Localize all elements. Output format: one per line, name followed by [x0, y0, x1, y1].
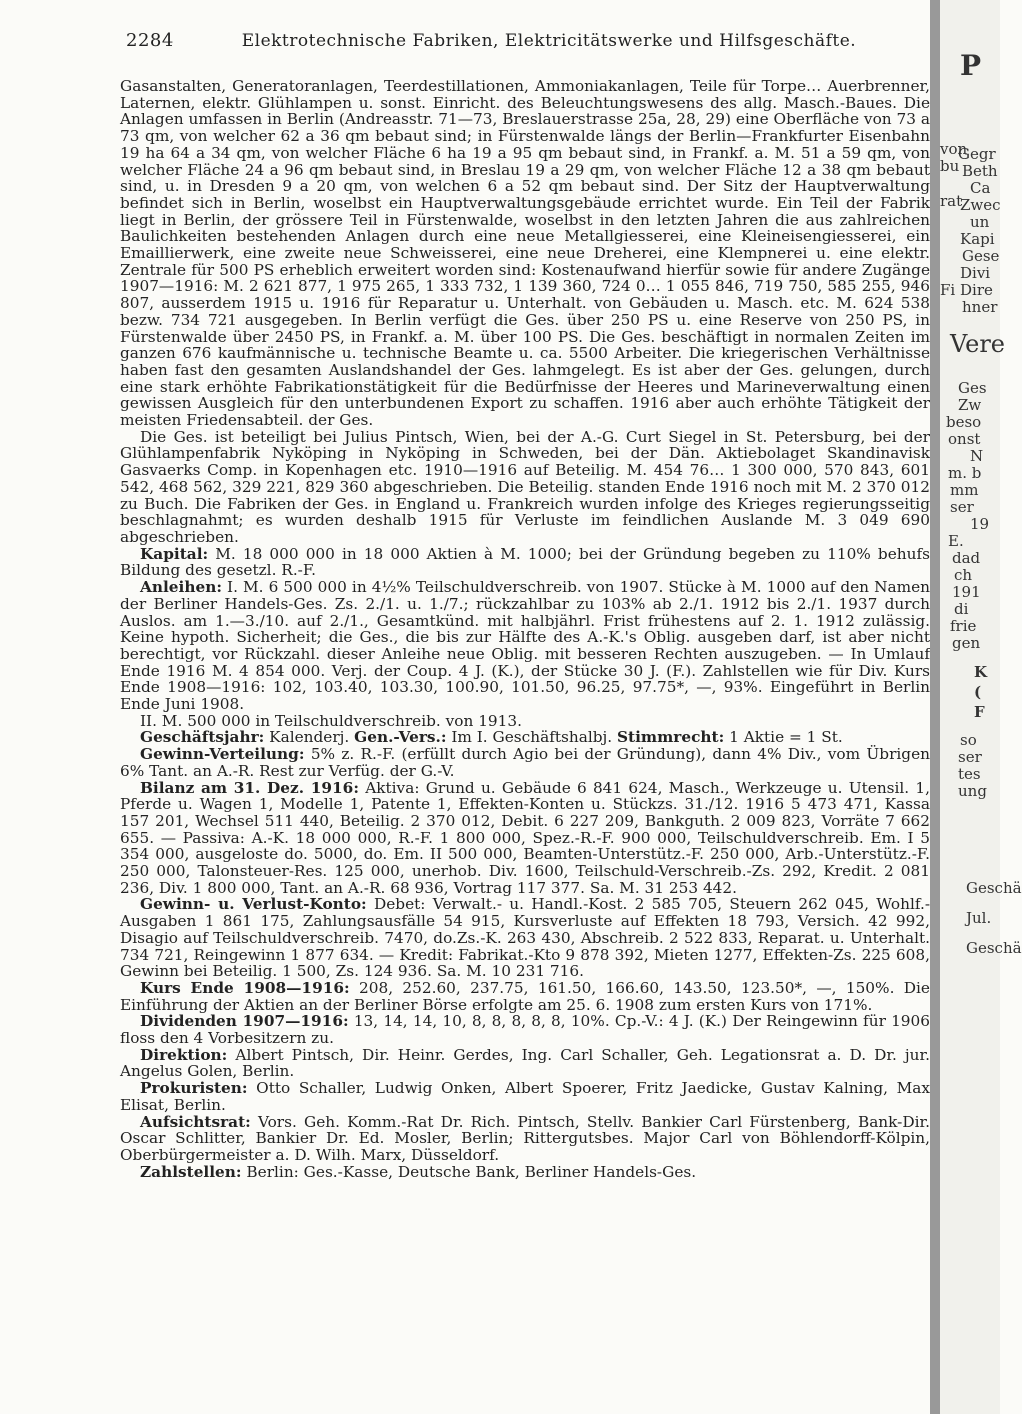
text-zahlstellen: Berlin: Ges.-Kasse, Deutsche Bank, Berliner Handels-Ges.: [246, 1162, 697, 1181]
facing-fragment: ung: [958, 782, 987, 800]
entry-zahlstellen: [120, 1164, 930, 1181]
facing-fragment: Gese: [962, 247, 1000, 265]
label-kapital: Kapital:: [140, 544, 209, 563]
facing-fragment: Geschä: [966, 879, 1022, 897]
entry-guv: [120, 896, 930, 980]
facing-fragment: N: [970, 447, 984, 465]
entry-anleihen: [120, 579, 930, 713]
paragraph-participations: Die Ges. ist beteiligt bei Julius Pintsch, Wien, bei der A.-G. Curt Siegel in St. Petersburg, bei der Glühlampenfabrik Nyköping in Nyköping in Schweden, bei der Dän. Aktiebolaget Skandinavisk Gasvaerks Comp. in Kopenhagen etc. 1910—1916 auf Beteilig. M. 454 76… 1 300 000, 570 843, 601 542, 468 562, 329 221, 829 360 abgeschrieben. Die Beteilig. standen Ende 1916 noch mit M. 2 370 012 zu Buch. Die Fabriken der Ges. in England u. Frankreich wurden infolge des Krieges regierungsseitig beschlagnahmt; es wurden deshalb 1915 für Verluste im feindlichen Auslande M. 3 049 690 abgeschrieben.: [120, 427, 930, 546]
entry-gewinn-verteilung: [120, 746, 930, 779]
facing-fragment: Divi: [960, 264, 991, 282]
facing-fragment: bu: [940, 157, 960, 175]
text-genvers: Im I. Geschäftshalbj.: [451, 728, 613, 747]
facing-fragment: 19: [970, 515, 990, 533]
facing-fragment: hner: [962, 298, 998, 316]
text-stimmrecht: 1 Aktie = 1 St.: [729, 728, 843, 747]
text-aufsichtsrat: Vors. Geh. Komm.-Rat Dr. Rich. Pintsch, Stellv. Bankier Carl Fürstenberg, Bank-Dir. Oscar Schlitter, Bankier Dr. Ed. Mosler, Berlin; Rittergutsbes. Major Carl von Böhlendorff-Kölpin, Oberbürgermeister a. D. Wilh. Marx, Düsseldorf.: [120, 1112, 930, 1164]
text-kapital: M. 18 000 000 in 18 000 Aktien à M. 1000; bei der Gründung begeben zu 110% behufs Bildung des gesetzl. R.-F.: [120, 544, 930, 580]
facing-fragment: ser: [950, 498, 974, 516]
facing-fragment: von: [940, 140, 968, 158]
facing-fragment: Beth: [962, 162, 998, 180]
facing-fragment: mm: [950, 481, 979, 499]
entry-geschaeftsjahr: [120, 729, 930, 746]
entry-direktion: [120, 1047, 930, 1080]
facing-fragment: di: [954, 600, 969, 618]
label-gewinn-verteilung: Gewinn-Verteilung:: [140, 745, 305, 764]
entry-aufsichtsrat: [120, 1114, 930, 1164]
facing-fragment: Fi: [940, 281, 956, 299]
entry-kurs: [120, 980, 930, 1013]
facing-fragment: dad: [952, 549, 981, 567]
text-dividenden: 13, 14, 14, 10, 8, 8, 8, 8, 8, 10%. Cp.-V.: 4 J. (K.) Der Reingewinn für 1906 floss den 4 Vorbesitzern zu.: [120, 1012, 930, 1048]
facing-fragment: E.: [948, 532, 964, 550]
facing-fragment: Zw: [958, 396, 982, 414]
label-stimmrecht: Stimmrecht:: [617, 728, 725, 747]
label-genvers: Gen.-Vers.:: [354, 728, 447, 747]
text-guv: Debet: Verwalt.- u. Handl.-Kost. 2 585 705, Steuern 262 045, Wohlf.-Ausgaben 1 861 175, Zahlungsausfälle 54 915, Kursverluste auf Effekten 18 793, Versich. 42 992, Disagio auf Teilschuldverschreib. 7470, do.Zs.-K. 263 430, Abschreib. 2 522 833, Reparat. u. Unterhalt. 734 721, Reingewinn 1 877 634. — Kredit: Fabrikat.-Kto 9 878 392, Mieten 1277, Effekten-Zs. 225 608, Gewinn bei Beteilig. 1 500, Zs. 124 936. Sa. M. 10 231 716.: [120, 895, 930, 981]
label-dividenden: Dividenden 1907—1916:: [140, 1012, 349, 1031]
label-guv: Gewinn- u. Verlust-Konto:: [140, 895, 367, 914]
text-kurs: 208, 252.60, 237.75, 161.50, 166.60, 143.50, 123.50*, —, 150%. Die Einführung der Aktien an der Berliner Börse erfolgte am 25. 6. 1908 zum ersten Kurs von 171%.: [120, 978, 930, 1014]
facing-fragment: rat: [940, 192, 963, 210]
running-header: [126, 30, 946, 51]
facing-fragment: Jul.: [966, 909, 992, 927]
facing-fragment: onst: [948, 430, 981, 448]
facing-fragment: P: [960, 49, 982, 82]
page-number: 2284: [126, 30, 174, 51]
book-spine-shadow: [930, 0, 940, 1414]
facing-fragment: 191: [952, 583, 981, 601]
facing-fragment: ser: [958, 748, 982, 766]
text-direktion: Albert Pintsch, Dir. Heinr. Gerdes, Ing. Carl Schaller, Geh. Legationsrat a. D. Dr. jur. Angelus Golen, Berlin.: [120, 1045, 930, 1081]
entry-anleihen-ii: II. M. 500 000 in Teilschuldverschreib. von 1913.: [140, 711, 522, 730]
entry-dividenden: [120, 1013, 930, 1046]
label-anleihen: Anleihen:: [140, 578, 222, 597]
facing-fragment: ch: [954, 566, 973, 584]
label-bilanz: Bilanz am 31. Dez. 1916:: [140, 778, 359, 797]
facing-fragment: m. b: [948, 464, 982, 482]
facing-fragment: beso: [946, 413, 982, 431]
facing-fragment: F: [974, 703, 985, 721]
facing-fragment: (: [974, 683, 982, 701]
facing-fragment: gen: [952, 634, 981, 652]
label-kurs: Kurs Ende 1908—1916:: [140, 978, 350, 997]
text-bilanz: Aktiva: Grund u. Gebäude 6 841 624, Masch., Werkzeuge u. Utensil. 1, Pferde u. Wagen 1, Modelle 1, Patente 1, Effekten-Konten u. Stückzs. 31./12. 1916 5 473 471, Kassa 157 201, Wechsel 511 440, Beteilig. 2 370 012, Debit. 6 227 209, Bankguth. 2 009 823, Vorräte 7 662 655. — Passiva: A.-K. 18 000 000, R.-F. 1 800 000, Spez.-R.-F. 900 000, Teilschuldverschreib. Em. I 5 354 000, ausgeloste do. 5000, do. Em. II 500 000, Beamten-Unterstütz.-F. 250 000, Arb.-Unterstütz.-F. 250 000, Talonsteuer-Res. 125 000, unerhob. Div. 1600, Teilschuld-Verschreib.-Zs. 292, Kredit. 2 081 236, Div. 1 800 000, Tant. an A.-R. 68 936, Vortrag 117 377. Sa. M. 31 253 442.: [120, 778, 930, 897]
facing-fragment: Ca: [970, 179, 991, 197]
entry-kapital: [120, 546, 930, 579]
entry-bilanz: [120, 780, 930, 897]
facing-fragment: Zwec: [960, 196, 1001, 214]
facing-fragment: Ges: [958, 379, 987, 397]
label-zahlstellen: Zahlstellen:: [140, 1162, 242, 1181]
facing-fragment: frie: [950, 617, 977, 635]
facing-fragment: Vere: [950, 330, 1006, 358]
entry-prokuristen: [120, 1080, 930, 1113]
facing-fragment: Kapi: [960, 230, 995, 248]
facing-page-edge: [940, 0, 1022, 1414]
text-gewinn-verteilung: 5% z. R.-F. (erfüllt durch Agio bei der Gründung), dann 4% Div., vom Übrigen 6% Tant. an A.-R. Rest zur Verfüg. der G.-V.: [120, 745, 930, 780]
text-geschaeftsjahr: Kalenderj.: [269, 728, 350, 747]
label-geschaeftsjahr: Geschäftsjahr:: [140, 728, 265, 747]
facing-fragment: so: [960, 731, 977, 749]
facing-fragment: un: [970, 213, 990, 231]
main-column: [120, 78, 930, 1180]
facing-fragment: K: [974, 663, 988, 681]
paragraph-products: Gasanstalten, Generatoranlagen, Teerdestillationen, Ammoniakanlagen, Teile für Torpe… Auerbrenner, Laternen, elektr. Glühlampen u. sonst. Einricht. des Beleuchtungswesens des allg. Masch.-Baues. Die Anlagen umfassen in Berlin (Andreasstr. 71—73, Breslauerstrasse 25a, 28, 29) eine Oberfläche von 73 a 73 qm, von welcher 62 a 36 qm bebaut sind; in Fürstenwalde längs der Berlin—Frankfurter Eisenbahn 19 ha 64 a 34 qm, von welcher Fläche 6 ha 19 a 95 qm bebaut sind, in Frankf. a. M. 51 a 59 qm, von welcher Fläche 24 a 96 qm bebaut sind, in Breslau 19 a 29 qm, von welcher Fläche 12 a 38 qm bebaut sind, u. in Dresden 9 a 20 qm, von welchen 6 a 52 qm bebaut sind. Der Sitz der Hauptverwaltung befindet sich in Berlin, woselbst ein Hauptverwaltungsgebäude errichtet wurde. Ein Teil der Fabrik liegt in Berlin, der grössere Teil in Fürstenwalde, woselbst in den letzten Jahren die aus zahlreichen Baulichkeiten bestehenden Anlagen durch eine neue Metallgiesserei, eine Kleineisengiesserei, ein Emaillierwerk, eine zweite neue Schweisserei, eine neue Dreherei, eine Klempnerei u. eine elektr. Zentrale für 500 PS erheblich erweitert worden sind: Kostenaufwand hierfür sowie für andere Zugänge 1907—1916: M. 2 621 877, 1 975 265, 1 333 732, 1 139 360, 724 0… 1 055 846, 719 750, 585 255, 946 807, ausserdem 1915 u. 1916 für Reparatur u. Unterhalt. von Gebäuden u. Masch. etc. M. 624 538 bezw. 734 721 ausgegeben. In Berlin verfügt die Ges. über 250 PS u. eine Reserve von 250 PS, in Fürstenwalde über 2450 PS, in Frankf. a. M. über 100 PS. Die Ges. beschäftigt in normalen Zeiten im ganzen 676 kaufmännische u. technische Beamte u. ca. 5500 Arbeiter. Die kriegerischen Verhältnisse haben fast den gesamten Auslandshandel der Ges. lahmgelegt. Es ist aber der Ges. gelungen, durch eine stark erhöhte Fabrikationstätigkeit für die Bedürfnisse der Heeres und Marineverwaltung einen gewissen Ausgleich für den unterbundenen Export zu schaffen. 1916 aber auch erhöhte Tätigkeit der meisten Friedensabteil. der Ges.: [120, 77, 930, 430]
facing-fragment: Geschä: [966, 939, 1022, 957]
facing-fragment: tes: [958, 765, 981, 783]
running-title: Elektrotechnische Fabriken, Elektricitätswerke und Hilfsgeschäfte.: [241, 31, 857, 51]
label-aufsichtsrat: Aufsichtsrat:: [140, 1112, 251, 1131]
facing-fragment: Gegr: [958, 145, 996, 163]
label-prokuristen: Prokuristen:: [140, 1079, 248, 1098]
label-direktion: Direktion:: [140, 1045, 228, 1064]
facing-fragment: Dire: [960, 281, 993, 299]
text-prokuristen: Otto Schaller, Ludwig Onken, Albert Spoerer, Fritz Jaedicke, Gustav Kalning, Max Elisat, Berlin.: [120, 1079, 931, 1114]
text-anleihen: I. M. 6 500 000 in 4½% Teilschuldverschreib. von 1907. Stücke à M. 1000 auf den Namen der Berliner Handels-Ges. Zs. 2./1. u. 1./7.; rückzahlbar zu 103% ab 2./1. 1912 bis 2./1. 1937 durch Auslos. am 1.—3./10. auf 2./1., Gesamtkünd. mit halbjährl. Frist frühestens auf 2. 1. 1912 zulässig. Keine hypoth. Sicherheit; die Ges., die bis zur Hälfte des A.-K.'s Oblig. ausgeben darf, ist aber nicht berechtigt, vor Rückzahl. dieser Anleihe neue Oblig. mit besseren Rechten auszugeben. — In Umlauf Ende 1916 M. 4 854 000. Verj. der Coup. 4 J. (K.), der Stücke 30 J. (F.). Zahlstellen wie für Div. Kurs Ende 1908—1916: 102, 103.40, 103.30, 100.90, 101.50, 96.25, 97.75*, —, 93%. Eingeführt in Berlin Ende Juni 1908.: [120, 578, 930, 714]
